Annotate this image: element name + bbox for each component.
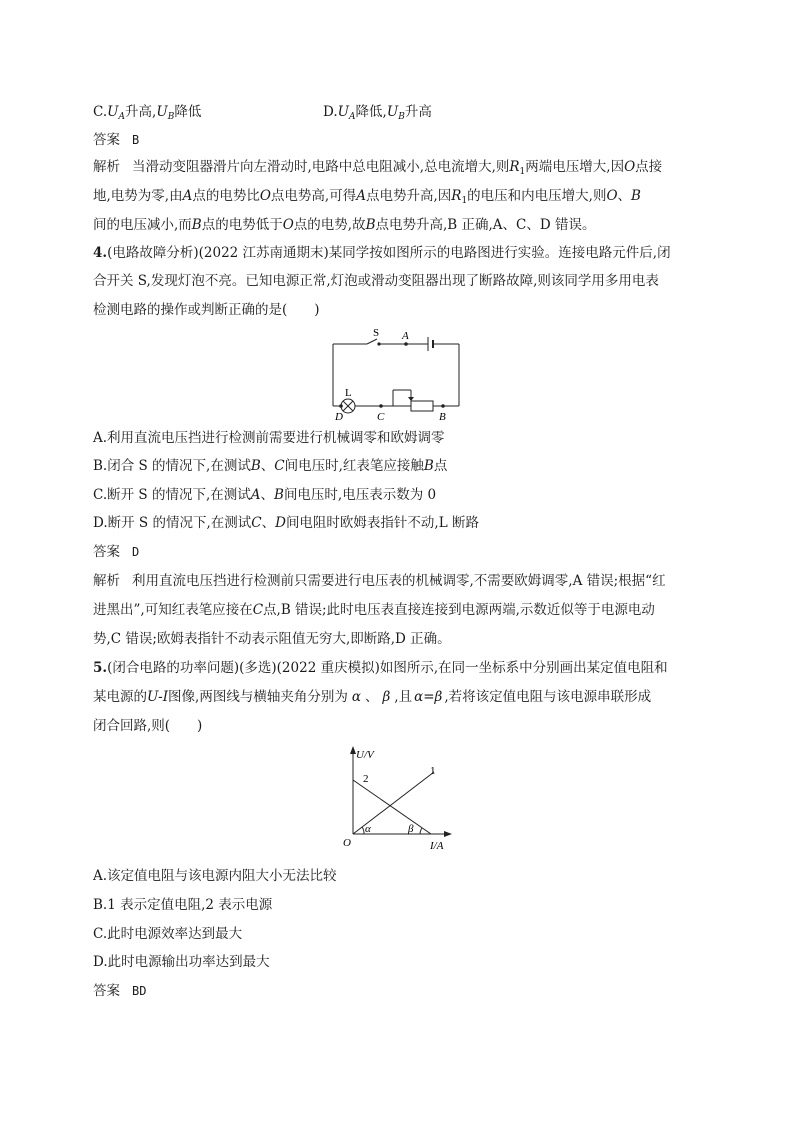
y-axis-label: U/V <box>356 749 374 761</box>
q4-answer: 答案 D <box>93 544 140 560</box>
alpha-label: α <box>365 823 371 835</box>
label-b: B <box>439 411 446 422</box>
q4-option-c: C.断开 S 的情况下,在测试A、B间电压时,电压表示数为 0 <box>93 487 437 503</box>
q5-answer: 答案 BD <box>93 983 147 999</box>
q5-stem-line3: 闭合回路,则( ) <box>93 718 203 734</box>
label-l: L <box>345 387 352 399</box>
q5-option-c: C.此时电源效率达到最大 <box>93 926 243 942</box>
angle-beta-arc <box>420 828 422 834</box>
line-2-label: 2 <box>363 773 369 785</box>
q4-option-d: D.断开 S 的情况下,在测试C、D间电阻时欧姆表指针不动,L 断路 <box>93 515 479 531</box>
label-a: A <box>402 330 409 342</box>
q5-stem-line2: 某电源的U-I图像,两图线与横轴夹角分别为 α 、 β ,且 α=β ,若将该定值电阻与该电源串联形成 <box>93 689 652 705</box>
beta-label: β <box>408 823 414 835</box>
x-axis-label: I/A <box>430 840 444 852</box>
q4-stem-line2: 合开关 S,发现灯泡不亮。已知电源正常,灯泡或滑动变阻器出现了断路故障,则该同学用多用电表 <box>93 273 659 289</box>
origin-label: O <box>343 837 351 849</box>
q4-explanation-line3: 势,C 错误;欧姆表指针不动表示阻值无穷大,即断路,D 正确。 <box>93 631 451 647</box>
angle-alpha-arc <box>362 827 364 834</box>
node-a <box>404 342 408 346</box>
line-1-label: 1 <box>430 765 436 777</box>
node-d <box>339 404 343 408</box>
q4-option-a: A.利用直流电压挡进行检测前需要进行机械调零和欧姆调零 <box>93 430 445 446</box>
label-d: D <box>335 411 343 422</box>
rheostat-body <box>411 401 433 411</box>
q3-answer: 答案 B <box>93 132 140 148</box>
q3-option-c: $C.U_A$升高$,U_B$降低 <box>93 104 202 122</box>
switch-contact <box>377 342 380 345</box>
q3-explanation-line3: 间的电压减小,而B点的电势低于O点的电势,故B点电势升高,B 正确,A、C、D 错误。 <box>93 217 596 233</box>
x-axis-arrow <box>444 831 452 837</box>
label-s: S <box>373 327 380 339</box>
q3-explanation-line2: 地,电势为零,由A点的电势比O点电势高,可得A点电势升高,因$R_1$的电压和内电压增大,则O、B <box>93 188 641 206</box>
q4-stem-line1: 4.(电路故障分析)(2022 江苏南通期末)某同学按如图所示的电路图进行实验。连接电路元件后,闭 <box>93 245 671 261</box>
ui-graph <box>338 742 454 854</box>
label-c: C <box>377 411 385 422</box>
q5-option-b: B.1 表示定值电阻,2 表示电源 <box>93 897 273 913</box>
q5-option-d: D.此时电源输出功率达到最大 <box>93 954 270 970</box>
q4-stem-line3: 检测电路的操作或判断正确的是( ) <box>93 302 320 318</box>
q4-option-b: B.闭合 S 的情况下,在测试B、C间电压时,红表笔应接触B点 <box>93 458 448 474</box>
switch-blade <box>367 339 377 344</box>
q5-stem-line1: 5.(闭合电路的功率问题)(多选)(2022 重庆模拟)如图所示,在同一坐标系中分别画出某定值电阻和 <box>93 660 668 676</box>
circuit-diagram <box>325 322 467 422</box>
q3-explanation-line1: 解析 当滑动变阻器滑片向左滑动时,电路中总电阻减小,总电流增大,则$R_1$两端电压增大,因O点接 <box>93 159 663 177</box>
node-b <box>441 404 445 408</box>
q3-option-d: $D.U_A$降低$,U_B$升高 <box>323 104 432 122</box>
node-c <box>379 404 383 408</box>
slider-arrow <box>408 397 414 401</box>
q5-option-a: A.该定值电阻与该电源内阻大小无法比较 <box>93 868 337 884</box>
q4-explanation-line1: 解析 利用直流电压挡进行检测前只需要进行电压表的机械调零,不需要欧姆调零,A 错误;根据“红 <box>93 573 666 589</box>
q4-explanation-line2: 进黑出”,可知红表笔应接在C点,B 错误;此时电压表直接连接到电源两端,示数近似等于电源电动 <box>93 602 655 618</box>
